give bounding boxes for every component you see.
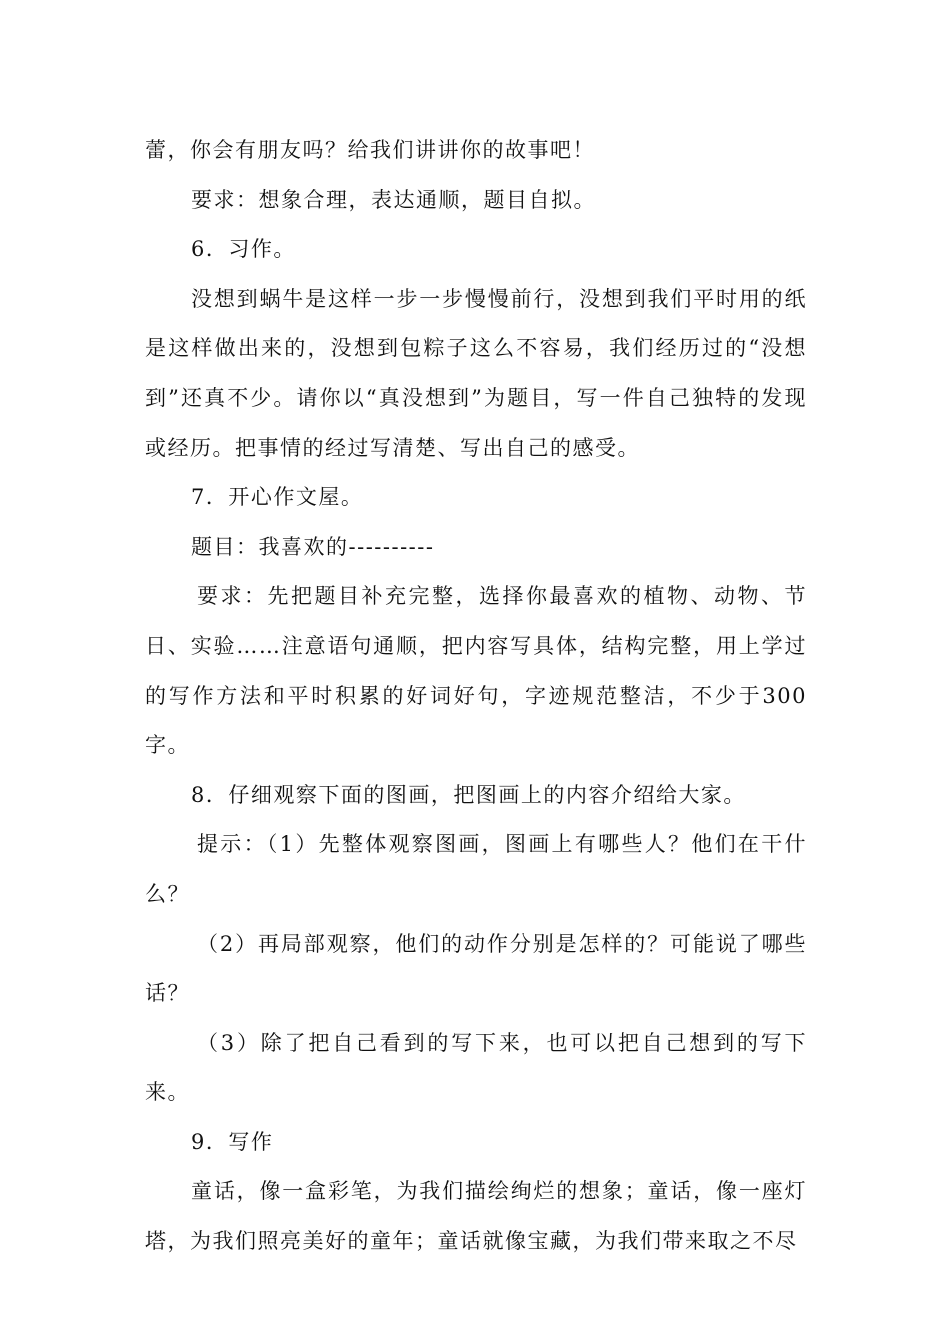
heading-item-8: 8．仔细观察下面的图画，把图画上的内容介绍给大家。 — [191, 782, 746, 807]
paragraph-item-8-hint-1: 提示：（1）先整体观察图画，图画上有哪些人？他们在干什么？ — [145, 832, 807, 906]
paragraph-continuation: 蕾，你会有朋友吗？给我们讲讲你的故事吧！ — [145, 138, 595, 162]
heading-item-7: 7．开心作文屋。 — [191, 485, 364, 510]
paragraph-requirement-5: 要求：想象合理，表达通顺，题目自拟。 — [191, 187, 596, 212]
paragraph-item-8-hint-3: （3）除了把自己看到的写下来，也可以把自己想到的写下来。 — [145, 1030, 807, 1105]
paragraph-item-6-prompt: 没想到蜗牛是这样一步一步慢慢前行，没想到我们平时用的纸是这样做出来的，没想到包粽子这么不容易，我们经历过的“没想到”还真不少。请你以“真没想到”为题目，写一件自己独特的发现或经历。把事情的经过写清楚、写出自己的感受。 — [145, 286, 807, 460]
heading-item-9: 9．写作 — [191, 1129, 274, 1154]
paragraph-item-9-prompt: 童话，像一盒彩笔，为我们描绘绚烂的想象；童话，像一座灯塔，为我们照亮美好的童年；童话就像宝藏，为我们带来取之不尽 — [145, 1179, 807, 1254]
paragraph-item-7-requirement: 要求：先把题目补充完整，选择你最喜欢的植物、动物、节日、实验……注意语句通顺，把内容写具体，结构完整，用上学过的写作方法和平时积累的好词好句，字迹规范整洁，不少于300字。 — [145, 584, 807, 758]
document-body — [145, 126, 807, 1267]
paragraph-item-8-hint-2: （2）再局部观察，他们的动作分别是怎样的？可能说了哪些话？ — [145, 931, 807, 1006]
heading-item-6: 6．习作。 — [191, 237, 296, 262]
paragraph-item-7-title: 题目：我喜欢的---------- — [191, 534, 435, 559]
